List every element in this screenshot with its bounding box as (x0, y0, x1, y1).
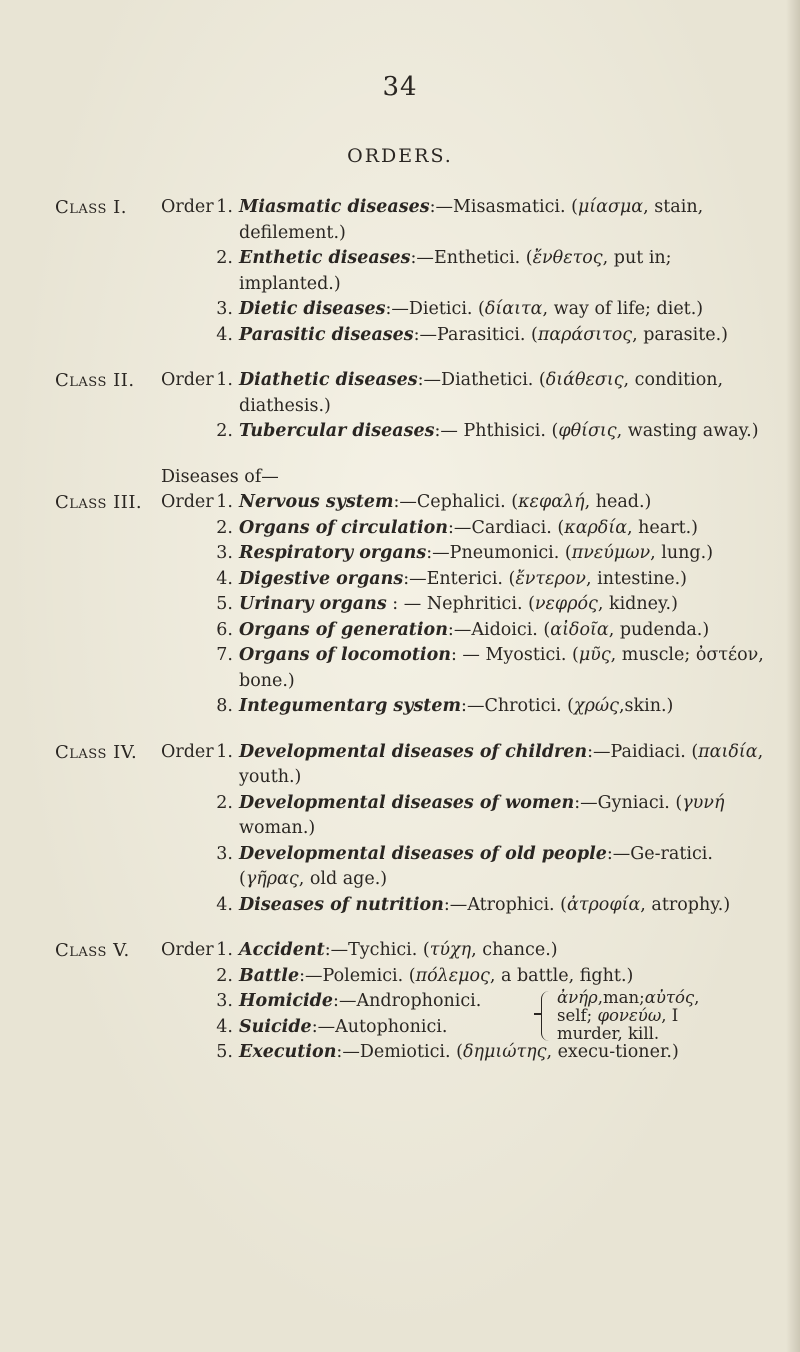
order-number: 4. (216, 568, 233, 589)
order-item: 2. Developmental diseases of women:—Gyniaci. (γυνή woman.) (216, 792, 725, 838)
order-term: Enthetic diseases (239, 248, 411, 268)
greek-word: κεφαλή (518, 492, 585, 512)
order-number: 3. (216, 991, 233, 1011)
class-intro: Diseases of— (161, 466, 279, 487)
class-block-4 (55, 740, 765, 919)
order-item: 2. Tubercular diseases:— Phthisici. (φθίσις, wasting away.) (216, 421, 759, 441)
class-block-5 (55, 938, 765, 1066)
order-gloss: skin.) (624, 696, 674, 716)
order-number: 2. (216, 248, 233, 268)
order-item: 3. Developmental diseases of old people:—Ge-ratici. (γῆρας, old age.) (216, 843, 713, 889)
order-number: 1. (216, 492, 233, 512)
order-number: 6. (216, 619, 233, 640)
note-text: , (694, 988, 700, 1007)
order-gloss: kidney.) (608, 594, 678, 614)
order-item: 4. Digestive organs:—Enterici. (ἔντερον, intestine.) (216, 568, 687, 589)
order-item: 6. Organs of generation:—Aidoici. (αἰδοῖα, pudenda.) (216, 619, 710, 640)
order-word: Order (161, 197, 214, 217)
order-number: 5. (216, 594, 233, 614)
order-item: 4. Suicide:—Autophonici. (216, 1016, 448, 1037)
page-number: 34 (382, 72, 418, 102)
class-label: Class V. (55, 940, 130, 961)
order-gloss: muscle; ὀστέον, bone.) (239, 645, 764, 691)
order-latin-name: Pneumonici. (449, 543, 560, 563)
order-latin-name: Diathetici. (441, 370, 534, 390)
order-latin-name: Enthetici. (433, 248, 521, 268)
greek-word: δημιώτης (462, 1042, 547, 1062)
order-number: 2. (216, 421, 233, 441)
order-list (161, 490, 765, 720)
order-term: Accident (239, 940, 325, 960)
order-term: Organs of locomotion (239, 645, 451, 665)
order-number: 7. (216, 645, 233, 665)
note-text: self; (557, 1006, 593, 1025)
order-gloss: execu-tioner.) (557, 1042, 679, 1062)
order-term: Developmental diseases of women (239, 792, 575, 813)
order-latin-name: Cephalici. (416, 492, 506, 512)
order-item: Order 1. Developmental diseases of children:—Paidiaci. (παιδία, youth.) (161, 741, 764, 787)
order-item: 3. Respiratory organs:—Pneumonici. (πνεύμων, lung.) (216, 543, 714, 563)
order-gloss: chance.) (482, 940, 558, 960)
order-term: Diseases of nutrition (239, 894, 444, 915)
order-word: Order (161, 370, 214, 390)
order-term: Execution (239, 1042, 337, 1062)
order-word: Order (161, 492, 214, 512)
homicide-suicide-group (161, 988, 765, 1043)
order-word: Order (161, 741, 214, 762)
order-list (161, 938, 765, 1066)
order-item: 7. Organs of locomotion: — Myostici. (μῦς, muscle; ὀστέον, bone.) (216, 645, 764, 691)
order-latin-name: Enterici. (426, 568, 503, 589)
greek-word: αὐτός (644, 988, 695, 1007)
order-term: Developmental diseases of children (239, 741, 588, 762)
order-number: 1. (216, 370, 233, 390)
order-latin-name: Myostici. (485, 645, 567, 665)
greek-word: δίαιτα (484, 299, 543, 319)
greek-word: ἔντερον (515, 568, 586, 589)
page-heading: ORDERS. (347, 145, 453, 167)
order-number: 4. (216, 894, 233, 915)
order-item: Order 1. Miasmatic diseases:—Misasmatici. (μίασμα, stain, defilement.) (161, 197, 704, 243)
greek-word: χρώς (574, 696, 619, 716)
order-item: 2. Organs of circulation:—Cardiaci. (καρδία, heart.) (216, 517, 699, 538)
order-gloss: head.) (595, 492, 652, 512)
class-label: Class IV. (55, 741, 138, 763)
order-latin-name: Demiotici. (359, 1042, 451, 1062)
order-number: 4. (216, 324, 233, 345)
order-term: Nervous system (239, 492, 394, 512)
page-edge-shadow (786, 0, 800, 1352)
order-term: Tubercular diseases (239, 421, 435, 441)
order-list (161, 368, 765, 445)
order-item: 5. Execution:—Demiotici. (δημιώτης, execu-tioner.) (216, 1042, 679, 1062)
order-gloss: wasting away.) (627, 421, 759, 441)
order-item: 4. Parasitic diseases:—Parasitici. (παράσιτος, parasite.) (216, 324, 729, 345)
order-latin-name: Nephritici. (426, 594, 523, 614)
order-gloss: way of life; diet.) (553, 299, 704, 319)
order-term: Diathetic diseases (239, 370, 418, 390)
greek-word: τύχη (429, 940, 472, 960)
order-term: Homicide (239, 991, 334, 1011)
greek-word: καρδία (564, 517, 628, 538)
note-text: murder, kill. (557, 1024, 660, 1043)
greek-word: μῦς (578, 645, 611, 665)
order-term: Dietic diseases (239, 299, 386, 319)
class-block-1 (55, 195, 765, 348)
order-list (161, 195, 765, 348)
order-gloss: parasite.) (643, 324, 729, 345)
order-latin-name: Polemici. (322, 965, 404, 986)
order-term: Organs of generation (239, 619, 448, 640)
order-latin-name: Chrotici. (484, 696, 562, 716)
class-label: Class III. (55, 492, 143, 513)
order-item: 5. Urinary organs : — Nephritici. (νεφρός, kidney.) (216, 594, 678, 614)
order-latin-name: Misasmatici. (453, 197, 566, 217)
order-number: 3. (216, 843, 233, 864)
class-block-2 (55, 368, 765, 445)
order-term: Organs of circulation (239, 517, 449, 538)
order-gloss: old age.) (309, 869, 388, 889)
order-term: Developmental diseases of old people (239, 843, 607, 864)
class-label: Class I. (55, 197, 127, 218)
order-latin-name: Tychici. (348, 940, 418, 960)
greek-word: γῆρας (245, 869, 299, 889)
order-latin-name: Aidoici. (471, 619, 538, 640)
order-list (161, 465, 765, 491)
brace-etymology-note (541, 989, 727, 1043)
class-label: Class II. (55, 370, 135, 391)
greek-word: φονεύω (597, 1006, 662, 1025)
order-latin-name: Phthisici. (463, 421, 546, 441)
greek-word: πόλεμος (415, 965, 490, 986)
class-block-3 (55, 465, 765, 720)
note-text: , I (661, 1006, 679, 1025)
order-term: Suicide (239, 1016, 312, 1037)
order-gloss: stain, defilement.) (239, 197, 704, 243)
order-gloss: atrophy.) (651, 894, 731, 915)
order-latin-name: Parasitici. (437, 324, 526, 345)
order-term: Respiratory organs (239, 543, 427, 563)
order-term: Parasitic diseases (239, 324, 414, 345)
order-term: Miasmatic diseases (239, 197, 430, 217)
order-number: 1. (216, 940, 233, 960)
order-item: 4. Diseases of nutrition:—Atrophici. (ἀτροφία, atrophy.) (216, 894, 731, 915)
order-term: Urinary organs (239, 594, 387, 614)
order-item: Order 1. Nervous system:—Cephalici. (κεφαλή, head.) (161, 490, 765, 516)
note-text: ,man; (597, 988, 645, 1007)
greek-word: διάθεσις (545, 370, 624, 390)
curly-brace (541, 991, 552, 1041)
order-item: 2. Battle:—Polemici. (πόλεμος, a battle, fight.) (216, 965, 634, 986)
order-list (161, 740, 765, 919)
greek-word: παράσιτος (537, 324, 633, 345)
order-number: 1. (216, 197, 233, 217)
order-term: Integumentarg system (239, 696, 462, 716)
order-number: 5. (216, 1042, 233, 1062)
order-gloss: woman.) (239, 818, 316, 838)
order-gloss: intestine.) (597, 568, 687, 589)
order-number: 4. (216, 1016, 233, 1037)
order-gloss: heart.) (638, 517, 699, 538)
greek-word: αἰδοῖα (550, 619, 609, 640)
order-number: 3. (216, 299, 233, 319)
greek-word: ἀνήρ (557, 988, 598, 1007)
order-word: Order (161, 940, 214, 960)
order-number: 2. (216, 517, 233, 538)
order-gloss: youth.) (239, 767, 302, 787)
order-latin-name: Cardiaci. (471, 517, 552, 538)
greek-word: ἔνθετος (532, 248, 603, 268)
curly-brace-tip (534, 1013, 541, 1015)
order-latin-name: Androphonici. (356, 991, 482, 1011)
order-number: 8. (216, 696, 233, 716)
order-item: Order 1. Diathetic diseases:—Diathetici. (διάθεσις, condition, diathesis.) (161, 370, 724, 416)
greek-word: παιδία (698, 741, 758, 762)
order-number: 2. (216, 965, 233, 986)
greek-word: φθίσις (558, 421, 617, 441)
order-gloss: condition, diathesis.) (239, 370, 724, 416)
orders-content (55, 195, 765, 1086)
greek-word: νεφρός (534, 594, 598, 614)
greek-word: ἀτροφία (567, 894, 641, 915)
order-gloss: lung.) (661, 543, 714, 563)
order-item: 3. Dietic diseases:—Dietici. (δίαιτα, way of life; diet.) (216, 299, 704, 319)
order-item: Order 1. Accident:—Tychici. (τύχη, chance.) (161, 938, 765, 964)
order-gloss: a battle, fight.) (500, 965, 634, 986)
order-item: 2. Enthetic diseases:—Enthetici. (ἔνθετος, put in; implanted.) (216, 248, 672, 294)
order-number: 1. (216, 741, 233, 762)
greek-word: πνεύμων (571, 543, 651, 563)
order-number: 3. (216, 543, 233, 563)
order-latin-name: Gyniaci. (597, 792, 670, 813)
order-term: Battle (239, 965, 300, 986)
order-latin-name: Paidiaci. (610, 741, 686, 762)
order-number: 2. (216, 792, 233, 813)
order-gloss: put in; implanted.) (239, 248, 672, 294)
order-latin-name: Dietici. (408, 299, 473, 319)
order-term: Digestive organs (239, 568, 404, 589)
greek-word: γυνή (682, 792, 725, 813)
order-latin-name: Autophonici. (335, 1016, 448, 1037)
order-latin-name: Ge-ratici. (630, 843, 713, 864)
order-item: 3. Homicide:—Androphonici. (216, 991, 482, 1011)
order-item: 8. Integumentarg system:—Chrotici. (χρώς,skin.) (216, 696, 674, 716)
greek-word: μίασμα (577, 197, 644, 217)
order-latin-name: Atrophici. (467, 894, 555, 915)
order-gloss: pudenda.) (619, 619, 710, 640)
